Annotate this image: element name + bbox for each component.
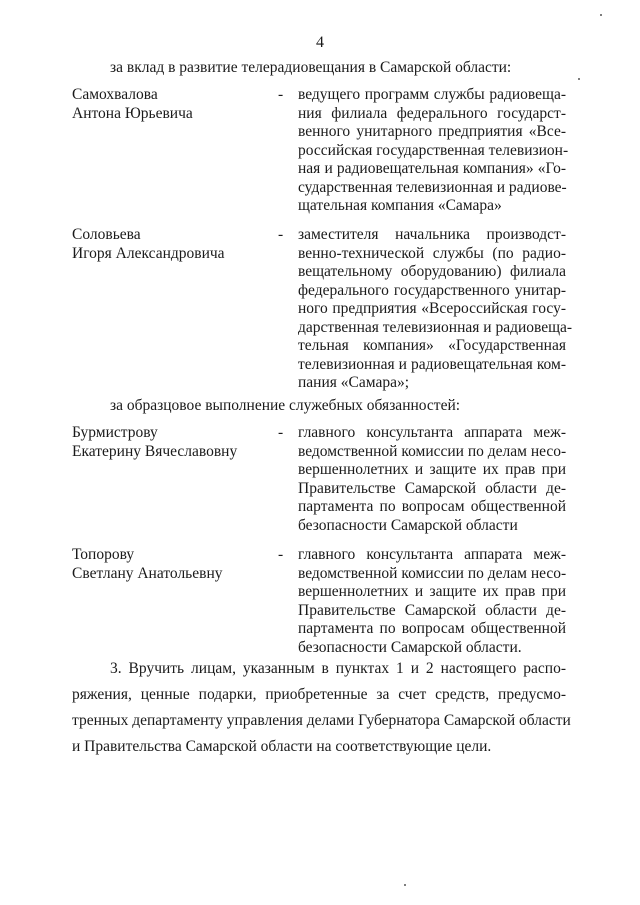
position-line: партамента по вопросам общественной (298, 498, 566, 515)
position-line: тельная компания» «Государственная (298, 337, 566, 354)
position-line: ного предприятия «Всероссийская госу- (298, 300, 566, 317)
scan-speck (578, 78, 580, 80)
position-line: ведомственной комиссии по делам несо- (298, 442, 567, 460)
position-line: безопасности Самарской области (298, 516, 518, 534)
position-line: главного консультанта аппарата меж- (298, 546, 566, 563)
recipient-position (298, 424, 566, 535)
position-line: вещательному оборудованию) филиала (298, 263, 566, 280)
closing-paragraph (72, 656, 571, 760)
name-line: Бурмистрову (72, 424, 158, 441)
section-heading-broadcasting: за вклад в развитие телерадиовещания в Самарской области: (110, 59, 512, 76)
scan-speck (404, 884, 406, 886)
section-heading-duties: за образцовое выполнение служебных обязанностей: (110, 397, 461, 414)
recipient-name (72, 424, 272, 461)
position-line: Правительстве Самарской области де- (298, 601, 566, 619)
name-line: Игоря Александровича (72, 244, 225, 262)
position-line: щательная компания «Самара» (298, 197, 502, 214)
paragraph-line: 3. Вручить лицам, указанным в пунктах 1 и 2 настоящего распо- (110, 660, 566, 677)
recipient-position (298, 226, 573, 393)
name-line: Светлану Анатольевну (72, 564, 223, 582)
paragraph-line: тренных департаменту управления делами Губернатора Самарской области (72, 712, 571, 729)
position-line: сударственная телевизионная и радиове- (298, 178, 567, 196)
recipient-name (72, 86, 272, 123)
position-line: ведомственной комиссии по делам несо- (298, 564, 567, 582)
entry-dash: - (278, 424, 284, 441)
position-line: ведущего программ службы радиовеща- (298, 86, 566, 103)
position-line: партамента по вопросам общественной (298, 620, 566, 637)
entry-dash: - (278, 226, 284, 243)
recipient-name (72, 546, 272, 583)
position-line: венно-технической службы (по радио- (298, 244, 566, 262)
name-line: Самохвалова (72, 86, 158, 103)
position-line: телевизионная и радиовещательная ком- (298, 355, 566, 373)
position-line: ния филиала федерального государст- (298, 104, 566, 122)
page-number: 4 (316, 34, 324, 51)
entry-dash: - (278, 546, 284, 563)
position-line: Правительстве Самарской области де- (298, 479, 566, 497)
position-line: федерального государственного унитар- (298, 281, 566, 299)
position-line: венного унитарного предприятия «Все- (298, 123, 566, 140)
position-line: ная и радиовещательная компания» «Го- (298, 160, 566, 177)
position-line: дарственная телевизионная и радиовеща- (298, 318, 573, 336)
scan-speck (600, 14, 602, 16)
position-line: заместителя начальника производст- (298, 226, 566, 243)
recipient-position (298, 546, 566, 657)
position-line: вершеннолетних и защите их прав при (298, 461, 566, 478)
position-line: безопасности Самарской области. (298, 638, 522, 656)
paragraph-line: и Правительства Самарской области на соответствующие цели. (72, 738, 492, 755)
name-line: Соловьева (72, 226, 141, 243)
position-line: главного консультанта аппарата меж- (298, 424, 566, 441)
position-line: пания «Самара»; (298, 374, 410, 391)
name-line: Антона Юрьевича (72, 104, 193, 122)
paragraph-line: ряжения, ценные подарки, приобретенные за счет средств, предусмо- (72, 686, 566, 703)
recipient-position (298, 86, 569, 216)
name-line: Топорову (72, 546, 135, 563)
position-line: российская государственная телевизион- (298, 141, 569, 159)
name-line: Екатерину Вячеславовну (72, 442, 238, 460)
entry-dash: - (278, 86, 284, 103)
recipient-name (72, 226, 272, 263)
position-line: вершеннолетних и защите их прав при (298, 583, 566, 600)
